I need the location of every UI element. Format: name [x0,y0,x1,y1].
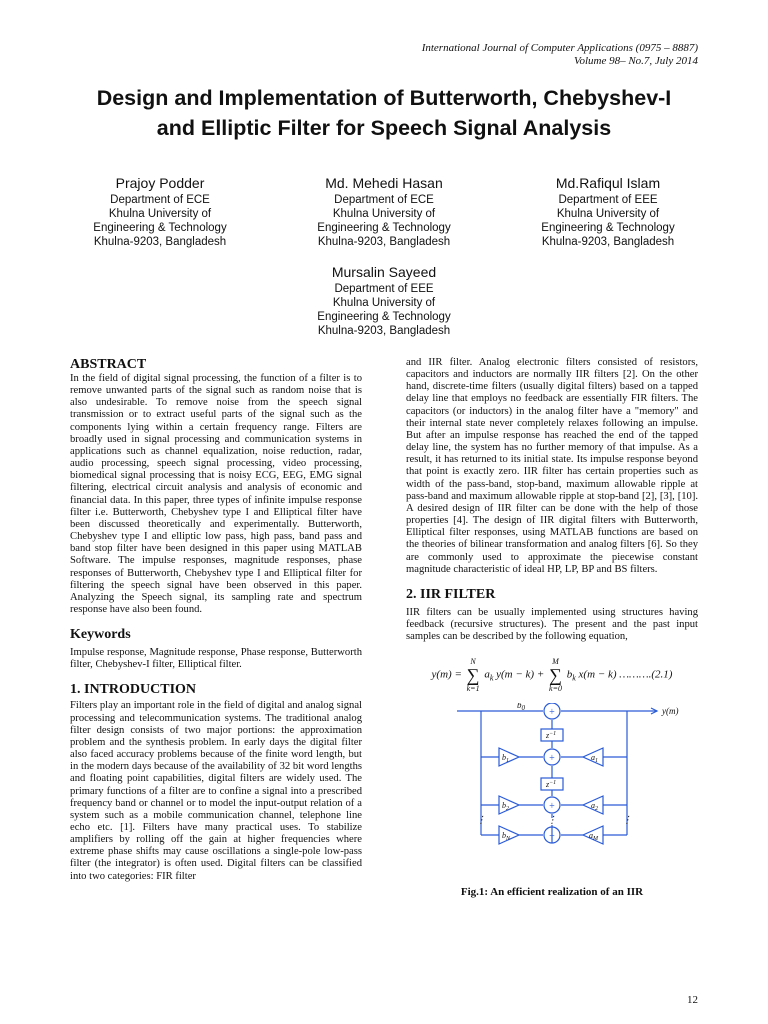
delay-label: $z^{-1}$ [546,731,557,741]
author-name: Md. Mehedi Hasan [325,175,443,191]
journal-header [422,42,698,68]
dots-right: ⋮ [622,815,632,827]
output-label: y(m) [662,706,679,717]
intro-text: Filters play an important role in the field of digital and analog signal processing and telecommunication systems. The traditional analog filter design consists of two major portions: the approximation problem and the synthesis problem. In early days the digital filter also faced accuracy problems because of the finite word length, but in the modern days because of the availability of 32 bit word lengths and floating point capabilities, digital filters are widely used. The primary functions of a filter are to confine a signal into a prescribed frequency band or channel or to model the input-output relation of a system such as a mobile communication channel, telephone line echo etc. [1]. Filters have many practical uses. To stabilize amplifiers by rolling off the gain at higher frequencies where extreme phase shifts may cause oscillations a single-pole low-pass filter (the integrator) is often used. Digital filters can be classified into two categories: FIR filter [70,700,362,882]
author-dept: Department of EEE [558,194,658,206]
author-block [269,174,499,249]
right-column [406,357,698,898]
author-name: Md.Rafiqul Islam [555,175,661,191]
bN-label: $b_N$ [502,831,511,843]
author-block [269,263,499,338]
abstract-text: In the field of digital signal processing, the function of a filter is to remove unwanted parts of the signal such as random noise that is also undesirable. To remove noise from the speech signal transmission or to extract useful parts of the signal such as the components lying within a certain frequency range. Filters are broadly used in signal processing and communication systems in applications such as channel equalization, noise reduction, radar, audio processing, speech signal processing, video processing, biomedical signal processing that is noisy ECG, EEG, EMG signal filtering, electrical circuit analysis and analysis of economic and financial data. In this paper, three types of infinite impulse response filter i.e. Butterworth, Chebyshev type I and Elliptical filter have been discussed theoretically and experimentally. Butterworth, Chebyshev type I and elliptic low pass, high pass, band pass and band stop filter have been designed in this paper using MATLAB Software. The impulse responses, magnitude responses, phase responses of Butterworth, Chebyshev type I and Elliptical filter for filtering the speech signal have been observed in this paper. Analyzing the Speech signal, its sampling rate and spectrum response have also been found. [70,373,362,615]
iir-heading: 2. IIR FILTER [406,586,496,602]
author-city: Khulna-9203, Bangladesh [541,236,675,248]
author-field: Engineering & Technology [541,222,675,234]
author-uni: Khulna University of [332,297,436,309]
author-name: Prajoy Podder [115,175,205,191]
title-line-2: and Elliptic Filter for Speech Signal Analysis [156,116,612,140]
iir-text: IIR filters can be usually implemented using structures having feedback (recursive structures). The present and the past input samples can be described by the following equation, [406,606,698,643]
keywords-heading: Keywords [70,627,131,643]
eq-lhs: y(m) = [431,668,462,681]
a2-label: $a_2$ [591,801,598,813]
intro-heading: 1. INTRODUCTION [70,682,197,698]
author-field: Engineering & Technology [317,222,451,234]
adder-label: + [549,707,555,719]
equation-2-1: y(m) = N ∑ k=1 $a_k$ y(m − k) + M ∑ k=0 $b_k$ x(m − k) ……….(2.1) [431,657,673,694]
author-uni: Khulna University of [556,208,660,220]
delay-label: $z^{-1}$ [546,780,557,790]
author-dept: Department of ECE [110,194,210,206]
b1-label: $b_1$ [502,753,509,765]
author-city: Khulna-9203, Bangladesh [317,236,451,248]
dots-left: ⋮ [476,815,486,827]
author-name: Mursalin Sayeed [331,264,437,280]
author-dept: Department of ECE [334,194,434,206]
a1-label: $a_1$ [591,753,598,765]
journal-name: International Journal of Computer Applications (0975 – 8887) [421,42,698,54]
b2-label: $b_2$ [502,801,509,813]
sum-symbol: M ∑ k=0 [549,657,562,694]
author-block [45,174,275,249]
author-field: Engineering & Technology [93,222,227,234]
author-block [493,174,723,249]
adder-label: + [549,801,555,813]
keywords-text: Impulse response, Magnitude response, Phase response, Butterworth filter, Chebyshev-I filter, Elliptical filter. [70,647,362,671]
left-column [70,356,362,883]
title-line-1: Design and Implementation of Butterworth, Chebyshev-I [96,86,672,110]
aM-label: $a_M$ [589,831,598,843]
iir-intro-paragraph: and IIR filter. Analog electronic filters consisted of resistors, capacitors and inductors are normally IIR filters [2]. On the other hand, discrete-time filters (usually digital filters) based on a tapped delay line that employs no feedback are essentially FIR filters. The capacitors (or inductors) in the analog filter have a "memory" and their internal state never completely relaxes following an impulse. But after an impulse response has reached the end of the tapped delay line, the system has no further memory of that impulse. As a result, it has returned to its initial state. Its impulse response beyond that point is exactly zero. IIR filter has certain properties such as width of the pass-band, stop-band, maximum allowable ripple at pass-band and maximum allowable ripple at stop-band [2], [3], [10]. A desired design of IIR filter can be done with the help of those properties [4]. The design of IIR digital filters with Butterworth, Elliptical filter responses, using MATLAB functions are based on the theories of bilinear transformation and analog filters [6]. So they are commonly used to approximate the piecewise constant magnitude characteristic of ideal HP, LP, BP and BS filters. [406,357,698,575]
adder-label: + [549,831,555,843]
iir-realization-diagram [407,703,697,878]
dots-center: ⋮ [547,815,557,827]
author-dept: Department of EEE [334,283,434,295]
figure-caption: Fig.1: An efficient realization of an IIR [460,886,644,899]
author-field: Engineering & Technology [317,311,451,323]
author-city: Khulna-9203, Bangladesh [93,236,227,248]
journal-volume: Volume 98– No.7, July 2014 [573,55,698,67]
author-uni: Khulna University of [108,208,212,220]
b0-label: $b_0$ [517,703,525,713]
author-city: Khulna-9203, Bangladesh [317,325,451,337]
paper-title [40,83,728,143]
author-uni: Khulna University of [332,208,436,220]
abstract-heading: ABSTRACT [70,357,147,372]
sum-symbol: N ∑ k=1 [466,657,480,694]
page-number: 12 [687,994,698,1006]
adder-label: + [549,753,555,765]
